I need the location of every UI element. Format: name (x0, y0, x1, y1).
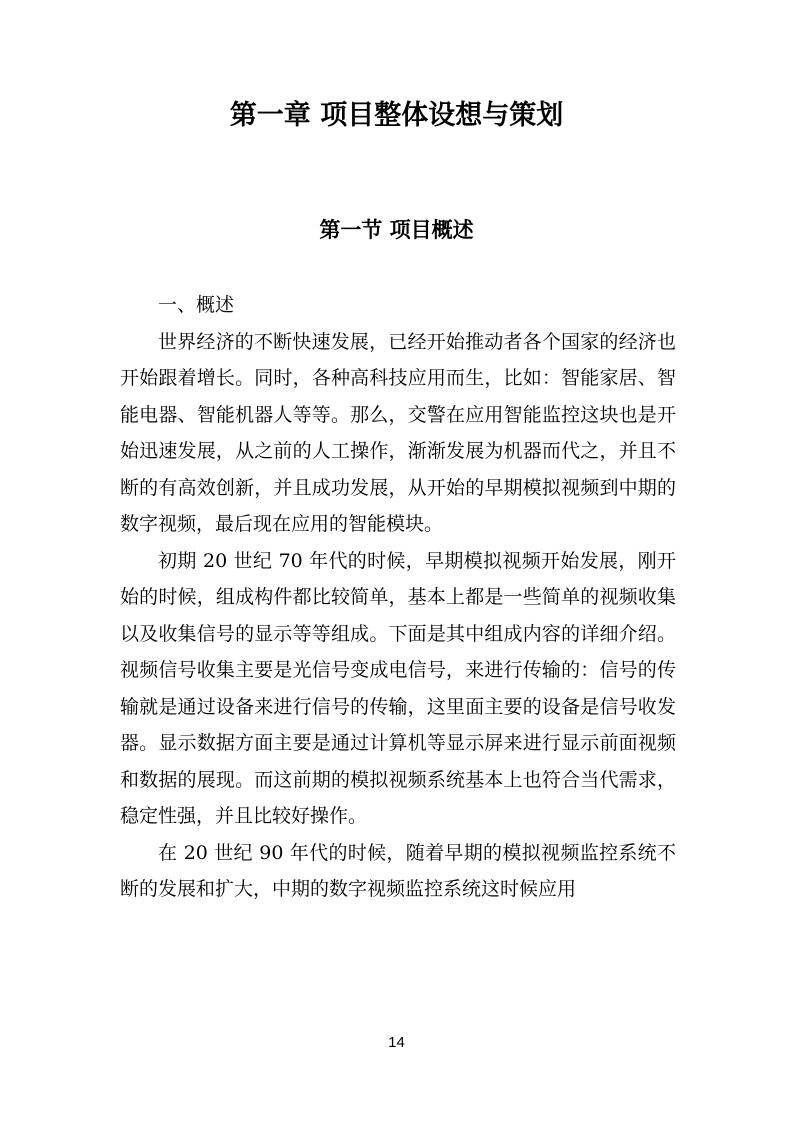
page-number: 14 (388, 1034, 405, 1051)
paragraph: 初期 20 世纪 70 年代的时候，早期模拟视频开始发展，刚开始的时候，组成构件都比较简单，基本上都是一些简单的视频收集以及收集信号的显示等等组成。下面是其中组成内容的详细介绍。视频信号收集主要是光信号变成电信号，来进行传输的：信号的传输就是通过设备来进行信号的传输，这里面主要的设备是信号收发器。显示数据方面主要是通过计算机等显示屏来进行显示前面视频和数据的展现。而这前期的模拟视频系统基本上也符合当代需求，稳定性强，并且比较好操作。 (120, 549, 676, 827)
chapter-title: 第一章 项目整体设想与策划 (229, 100, 564, 131)
body-text (120, 287, 676, 908)
paragraph: 在 20 世纪 90 年代的时候，随着早期的模拟视频监控系统不断的发展和扩大，中期的数字视频监控系统这时候应用 (120, 841, 676, 900)
subheading: 一、概述 (158, 294, 235, 316)
paragraph: 世界经济的不断快速发展，已经开始推动者各个国家的经济也开始跟着增长。同时，各种高科技应用而生，比如：智能家居、智能电器、智能机器人等等。那么，交警在应用智能监控这块也是开始迅速发展，从之前的人工操作，渐渐发展为机器而代之，并且不断的有高效创新，并且成功发展，从开始的早期模拟视频到中期的数字视频，最后现在应用的智能模块。 (120, 330, 676, 535)
section-title: 第一节 项目概述 (319, 218, 474, 242)
